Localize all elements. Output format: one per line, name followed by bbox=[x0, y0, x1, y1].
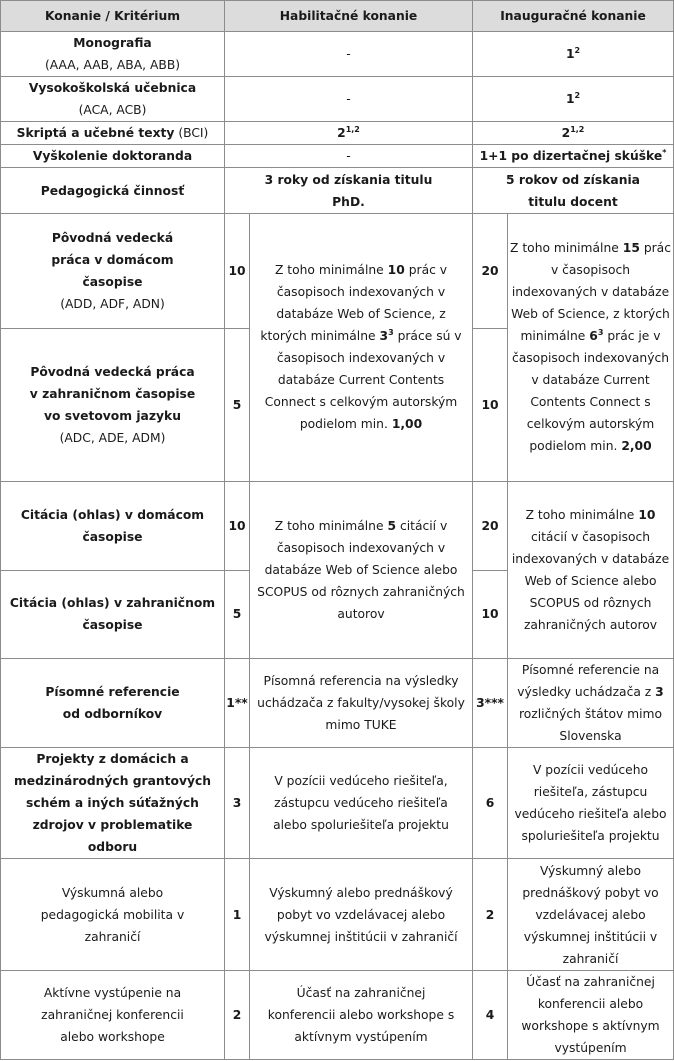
criterion-codes: (AAA, AAB, ABA, ABB) bbox=[44, 58, 181, 73]
habilitation-requirement: Písomná referencia na výsledky uchádzača z fakulty/vysokej školy mimo TUKE bbox=[250, 658, 473, 747]
habilitation-requirement: Účasť na zahraničnej konferencii alebo workshope s aktívnym vystúpením bbox=[250, 970, 473, 1059]
criterion-label: Pôvodná vedecká práca v domácom časopise bbox=[51, 230, 174, 289]
row-projekty bbox=[1, 748, 674, 859]
criterion-label: Pedagogická činnosť bbox=[1, 168, 225, 213]
criterion-cell bbox=[1, 32, 225, 77]
criterion-label: Citácia (ohlas) v domácom časopise bbox=[1, 482, 225, 570]
row-referencie bbox=[1, 658, 674, 747]
inauguration-count: 20 bbox=[473, 482, 508, 570]
criterion-label: Skriptá a učebné texty bbox=[16, 126, 175, 141]
habilitation-count: 2 bbox=[225, 970, 250, 1059]
inauguration-requirement: Účasť na zahraničnej konferencii alebo workshope s aktívnym vystúpením bbox=[508, 970, 674, 1059]
criterion-cell bbox=[1, 213, 225, 328]
row-doktorand bbox=[1, 145, 674, 168]
row-pedagogicka bbox=[1, 168, 674, 213]
criterion-label: Písomné referencie od odborníkov bbox=[1, 658, 225, 747]
header-criterion: Konanie / Kritérium bbox=[1, 1, 225, 32]
row-ucebnica bbox=[1, 77, 674, 122]
criterion-label: Vyškolenie doktoranda bbox=[1, 145, 225, 168]
criterion-cell bbox=[1, 122, 225, 145]
criterion-label: Aktívne vystúpenie na zahraničnej konferencii alebo workshope bbox=[1, 970, 225, 1059]
inauguration-value: 5 rokov od získania titulu docent bbox=[473, 168, 674, 213]
inauguration-value: $1^2$ bbox=[473, 32, 674, 77]
habilitation-requirement: V pozícii vedúceho riešiteľa, zástupcu vedúceho riešiteľa alebo spoluriešiteľa projektu bbox=[250, 748, 473, 859]
header-inauguration: Inauguračné konanie bbox=[473, 1, 674, 32]
row-citacie-domace bbox=[1, 482, 674, 570]
habilitation-count: 3 bbox=[225, 748, 250, 859]
inauguration-requirement: Z toho minimálne 15 prác v časopisoch indexovaných v databáze Web of Science, z ktorých minimálne $6^3$ prác je v časopisoch indexovaných v databáze Current Contents Connect s celkovým autorským podielom min. 2,00 bbox=[508, 213, 674, 482]
inauguration-requirement: Písomné referencie na výsledky uchádzača z 3 rozličných štátov mimo Slovenska bbox=[508, 658, 674, 747]
criterion-label: Citácia (ohlas) v zahraničnom časopise bbox=[1, 570, 225, 658]
habilitation-value: - bbox=[225, 32, 473, 77]
row-skripta bbox=[1, 122, 674, 145]
habilitation-requirement: Z toho minimálne 10 prác v časopisoch indexovaných v databáze Web of Science, z ktorých minimálne $3^3$ práce sú v časopisoch indexovaných v databáze Current Contents Connect s celkovým autorským podielom min. 1,00 bbox=[250, 213, 473, 482]
habilitation-value: 3 roky od získania titulu PhD. bbox=[225, 168, 473, 213]
header-habilitation: Habilitačné konanie bbox=[225, 1, 473, 32]
inauguration-count: 10 bbox=[473, 328, 508, 481]
habilitation-count: 10 bbox=[225, 213, 250, 328]
criterion-codes: (ADD, ADF, ADN) bbox=[60, 296, 165, 311]
inauguration-count: 4 bbox=[473, 970, 508, 1059]
criterion-codes: (BCI) bbox=[178, 126, 209, 141]
habilitation-count: 5 bbox=[225, 328, 250, 481]
habilitation-value: - bbox=[225, 145, 473, 168]
habilitation-requirement: Výskumný alebo prednáškový pobyt vo vzdelávacej alebo výskumnej inštitúcii v zahraničí bbox=[250, 859, 473, 970]
criterion-label: Vysokoškolská učebnica bbox=[28, 81, 197, 96]
inauguration-count: 3*** bbox=[473, 658, 508, 747]
inauguration-value: $1^2$ bbox=[473, 77, 674, 122]
inauguration-count: 20 bbox=[473, 213, 508, 328]
row-vedecka-domaca bbox=[1, 213, 674, 328]
inauguration-requirement: V pozícii vedúceho riešiteľa, zástupcu vedúceho riešiteľa alebo spoluriešiteľa projektu bbox=[508, 748, 674, 859]
inauguration-requirement: Výskumný alebo prednáškový pobyt vo vzdelávacej alebo výskumnej inštitúcii v zahraničí bbox=[508, 859, 674, 970]
header-row bbox=[1, 1, 674, 32]
inauguration-count: 6 bbox=[473, 748, 508, 859]
criterion-label: Monografia bbox=[73, 36, 152, 51]
criterion-label: Výskumná alebo pedagogická mobilita v zahraničí bbox=[1, 859, 225, 970]
criterion-cell bbox=[1, 77, 225, 122]
criterion-label: Pôvodná vedecká práca v zahraničnom časopise vo svetovom jazyku bbox=[29, 365, 196, 424]
inauguration-count: 2 bbox=[473, 859, 508, 970]
inauguration-requirement: Z toho minimálne 10 citácií v časopisoch indexovaných v databáze Web of Science alebo SCOPUS od rôznych zahraničných autorov bbox=[508, 482, 674, 659]
habilitation-count: 1 bbox=[225, 859, 250, 970]
habilitation-requirement: Z toho minimálne 5 citácií v časopisoch indexovaných v databáze Web of Science alebo SCOPUS od rôznych zahraničných autorov bbox=[250, 482, 473, 659]
habilitation-count: 10 bbox=[225, 482, 250, 570]
criterion-codes: (ADC, ADE, ADM) bbox=[59, 431, 166, 446]
inauguration-value: 2$^{1,2}$ bbox=[473, 122, 674, 145]
row-mobilita bbox=[1, 859, 674, 970]
inauguration-count: 10 bbox=[473, 570, 508, 658]
habilitation-count: 1** bbox=[225, 658, 250, 747]
habilitation-value: 2$^{1,2}$ bbox=[225, 122, 473, 145]
habilitation-count: 5 bbox=[225, 570, 250, 658]
row-konferencia bbox=[1, 970, 674, 1059]
habilitation-value: - bbox=[225, 77, 473, 122]
criterion-codes: (ACA, ACB) bbox=[78, 103, 147, 118]
inauguration-value: 1+1 po dizertačnej skúške* bbox=[473, 145, 674, 168]
row-monografia bbox=[1, 32, 674, 77]
criterion-cell bbox=[1, 328, 225, 481]
criterion-label: Projekty z domácich a medzinárodných grantových schém a iných súťažných zdrojov v problematike odboru bbox=[1, 748, 225, 859]
